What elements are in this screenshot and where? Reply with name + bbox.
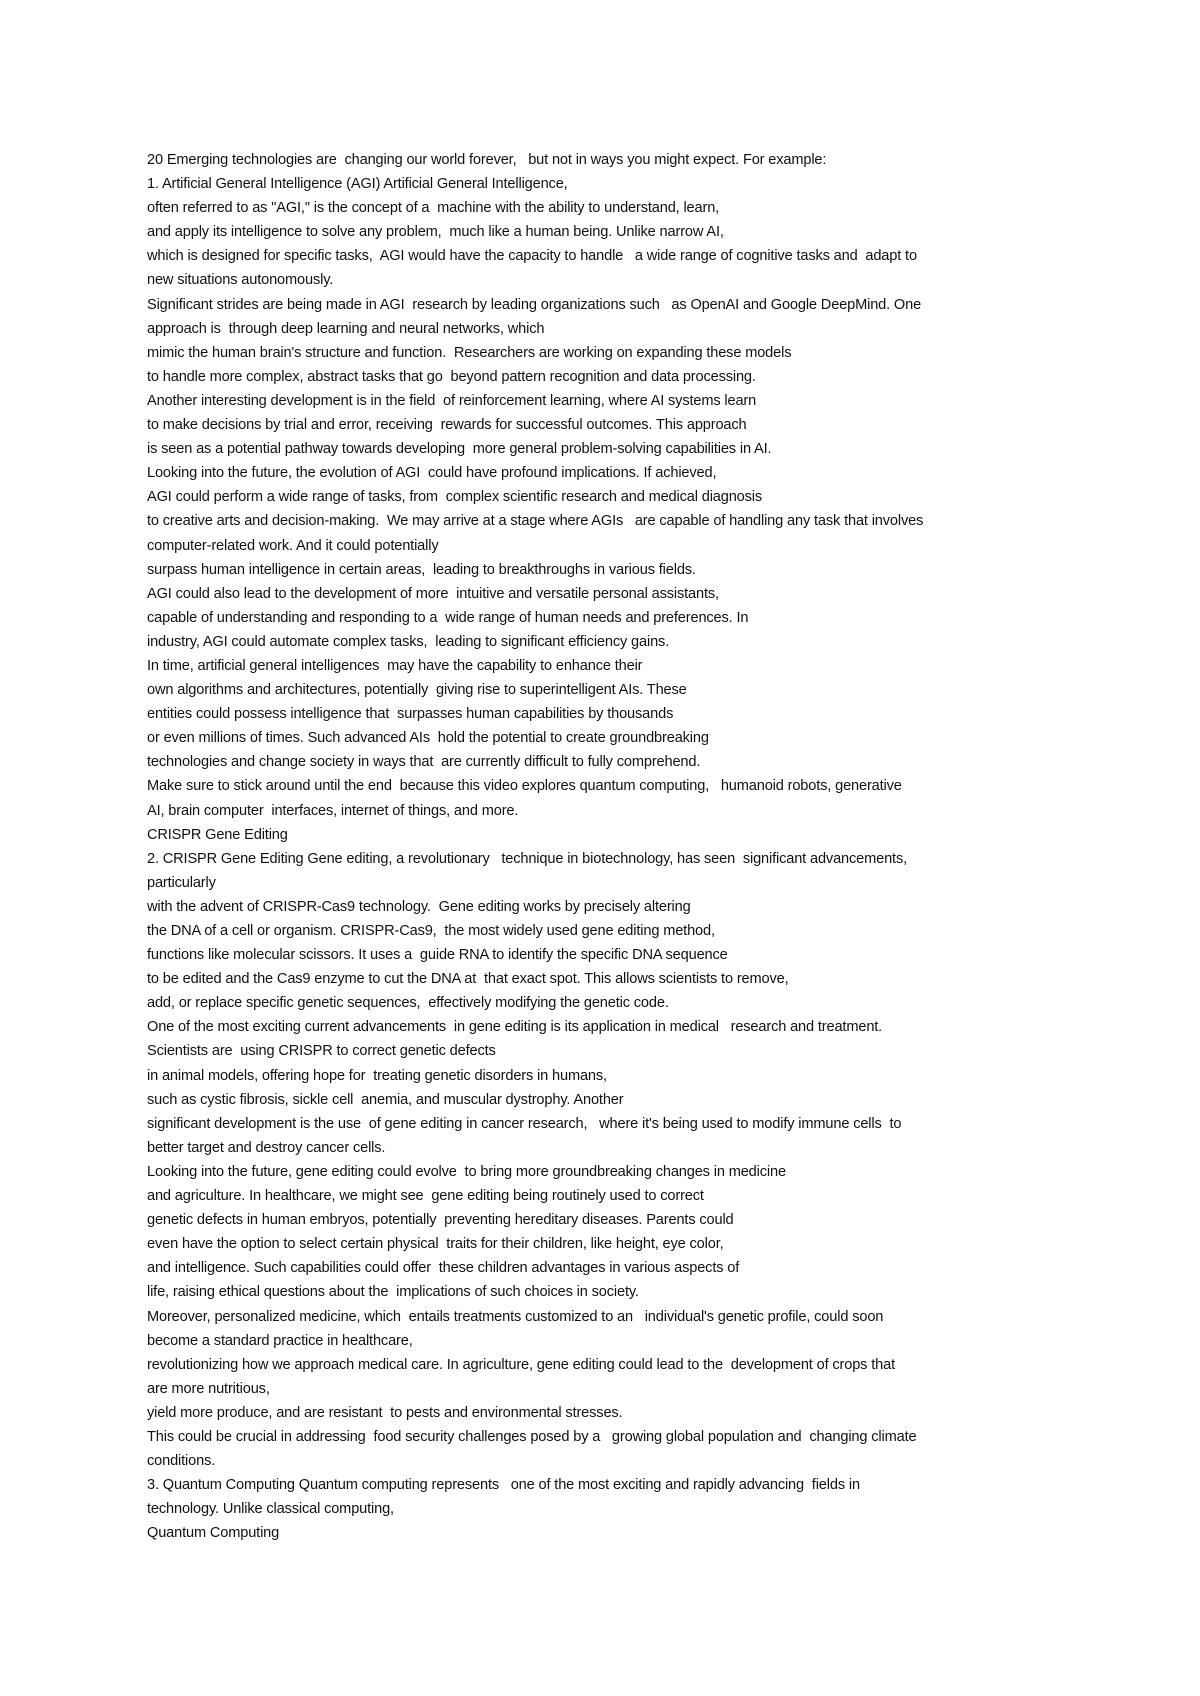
text-line: become a standard practice in healthcare, — [147, 1332, 413, 1349]
text-line: Another interesting development is in the field of reinforcement learning, where AI systems learn — [147, 392, 757, 409]
text-line: AGI could also lead to the development of more intuitive and versatile personal assistants, — [147, 585, 719, 602]
text-line: This could be crucial in addressing food security challenges posed by a growing global population and changing climate — [147, 1428, 917, 1445]
text-line: mimic the human brain's structure and function. Researchers are working on expanding these models — [147, 344, 792, 361]
text-line: which is designed for specific tasks, AGI would have the capacity to handle a wide range of cognitive tasks and adapt to — [147, 248, 917, 265]
text-line: particularly — [147, 874, 216, 891]
text-line: 20 Emerging technologies are changing our world forever, but not in ways you might expect. For example: — [147, 152, 827, 168]
text-line: to make decisions by trial and error, receiving rewards for successful outcomes. This approach — [147, 417, 747, 434]
text-line: such as cystic fibrosis, sickle cell anemia, and muscular dystrophy. Another — [147, 1091, 624, 1108]
text-line: revolutionizing how we approach medical care. In agriculture, gene editing could lead to the development of crops that — [147, 1356, 895, 1373]
text-line: In time, artificial general intelligences may have the capability to enhance their — [147, 657, 643, 674]
text-line: yield more produce, and are resistant to pests and environmental stresses. — [147, 1404, 623, 1421]
text-line: Looking into the future, gene editing could evolve to bring more groundbreaking changes in medicine — [147, 1163, 786, 1180]
text-line: capable of understanding and responding to a wide range of human needs and preferences. In — [147, 609, 749, 626]
text-line: to creative arts and decision-making. We may arrive at a stage where AGIs are capable of handling any task that involves — [147, 513, 924, 530]
text-line: own algorithms and architectures, potentially giving rise to superintelligent AIs. These — [147, 682, 687, 699]
text-line: computer-related work. And it could potentially — [147, 537, 439, 554]
text-line: and agriculture. In healthcare, we might see gene editing being routinely used to correct — [147, 1188, 704, 1205]
text-line: Looking into the future, the evolution of AGI could have profound implications. If achieved, — [147, 465, 717, 482]
text-line: genetic defects in human embryos, potentially preventing hereditary diseases. Parents could — [147, 1212, 734, 1229]
text-line: or even millions of times. Such advanced AIs hold the potential to create groundbreaking — [147, 730, 709, 747]
text-line: are more nutritious, — [147, 1380, 270, 1397]
text-line: even have the option to select certain physical traits for their children, like height, eye color, — [147, 1236, 724, 1253]
text-line: and intelligence. Such capabilities could offer these children advantages in various aspects of — [147, 1260, 740, 1277]
text-line: surpass human intelligence in certain areas, leading to breakthroughs in various fields. — [147, 561, 696, 578]
text-line: AGI could perform a wide range of tasks, from complex scientific research and medical diagnosis — [147, 489, 763, 506]
text-line: Moreover, personalized medicine, which entails treatments customized to an individual's genetic profile, could soon — [147, 1308, 884, 1325]
document-body — [147, 148, 1072, 1545]
text-line: and apply its intelligence to solve any problem, much like a human being. Unlike narrow AI, — [147, 224, 724, 241]
text-line: 1. Artificial General Intelligence (AGI) Artificial General Intelligence, — [147, 176, 568, 193]
text-line: life, raising ethical questions about the implications of such choices in society. — [147, 1284, 639, 1301]
text-line: in animal models, offering hope for treating genetic disorders in humans, — [147, 1067, 607, 1084]
text-line: Make sure to stick around until the end because this video explores quantum computing, humanoid robots, generative — [147, 778, 902, 795]
text-line: AI, brain computer interfaces, internet of things, and more. — [147, 802, 519, 819]
text-line: Significant strides are being made in AGI research by leading organizations such as OpenAI and Google DeepMind. One — [147, 296, 922, 313]
section-heading: CRISPR Gene Editing — [147, 826, 288, 843]
text-line: significant development is the use of gene editing in cancer research, where it's being used to modify immune cells to — [147, 1115, 902, 1132]
section-heading: Quantum Computing — [147, 1525, 280, 1542]
text-line: 2. CRISPR Gene Editing Gene editing, a revolutionary technique in biotechnology, has seen significant advancements, — [147, 850, 908, 867]
text-line: 3. Quantum Computing Quantum computing represents one of the most exciting and rapidly advancing fields in — [147, 1477, 860, 1494]
text-line: One of the most exciting current advancements in gene editing is its application in medical research and treatment. — [147, 1019, 883, 1036]
text-line: approach is through deep learning and neural networks, which — [147, 320, 545, 337]
text-line: better target and destroy cancer cells. — [147, 1139, 386, 1156]
text-line: industry, AGI could automate complex tasks, leading to significant efficiency gains. — [147, 633, 670, 650]
text-line: entities could possess intelligence that surpasses human capabilities by thousands — [147, 706, 674, 723]
text-line: with the advent of CRISPR-Cas9 technology. Gene editing works by precisely altering — [147, 898, 691, 915]
text-line: to be edited and the Cas9 enzyme to cut the DNA at that exact spot. This allows scientists to remove, — [147, 971, 789, 988]
text-line: technology. Unlike classical computing, — [147, 1501, 394, 1518]
text-line: functions like molecular scissors. It uses a guide RNA to identify the specific DNA sequence — [147, 947, 728, 964]
text-line: Scientists are using CRISPR to correct genetic defects — [147, 1043, 496, 1060]
text-line: technologies and change society in ways that are currently difficult to fully comprehend. — [147, 754, 701, 771]
text-line: to handle more complex, abstract tasks that go beyond pattern recognition and data processing. — [147, 368, 756, 385]
text-line: often referred to as "AGI," is the concept of a machine with the ability to understand, learn, — [147, 200, 720, 217]
text-line: is seen as a potential pathway towards developing more general problem-solving capabilities in AI. — [147, 441, 772, 458]
text-line: conditions. — [147, 1453, 216, 1470]
text-line: new situations autonomously. — [147, 272, 334, 289]
text-line: the DNA of a cell or organism. CRISPR-Cas9, the most widely used gene editing method, — [147, 923, 715, 939]
text-line: add, or replace specific genetic sequences, effectively modifying the genetic code. — [147, 995, 669, 1012]
